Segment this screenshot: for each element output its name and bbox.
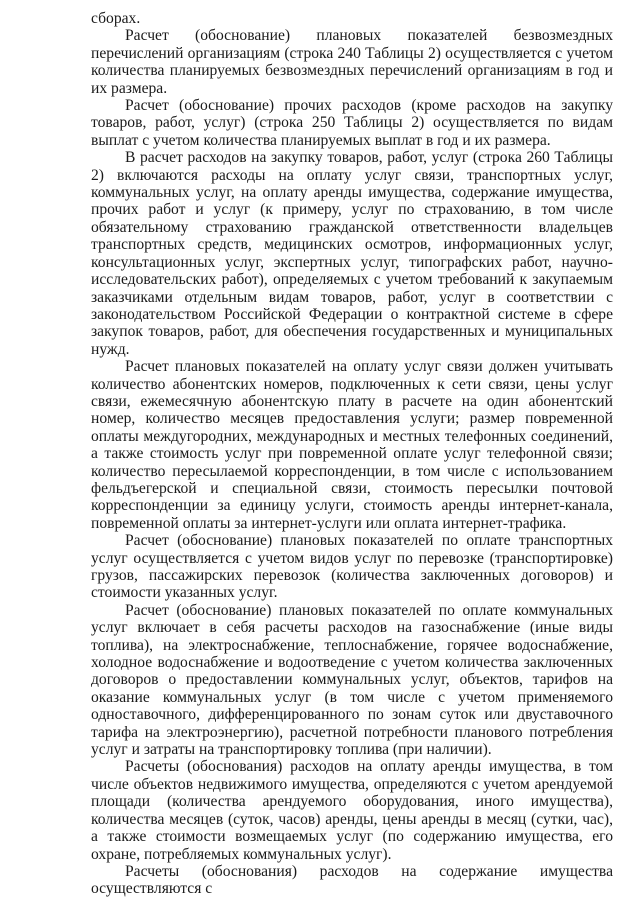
paragraph-continuation: сборах. bbox=[91, 10, 141, 27]
paragraph-property-maintenance: Расчеты (обоснования) расходов на содержание имущества осуществляются с bbox=[91, 862, 613, 898]
paragraph-other-expenses: Расчет (обоснование) прочих расходов (кроме расходов на закупку товаров, работ, услуг) (строка 250 Таблицы 2) осуществляется по видам выплат с учетом количества планируемых выплат в год и их размера. bbox=[91, 97, 613, 149]
paragraph-communication-services: Расчет плановых показателей на оплату услуг связи должен учитывать количество абонентских номеров, подключенных к сети связи, цены услуг связи, ежемесячную абонентскую плату в расчете на один абонентский номер, количество месяцев предоставления услуги; размер повременной оплаты междугородних, международных и местных телефонных соединений, а также стоимость услуг при повременной оплате услуг телефонной связи; количество пересылаемой корреспонденции, в том числе с использованием фельдъегерской и специальной связи, стоимость пересылки почтовой корреспонденции за единицу услуги, стоимость аренды интернет-канала, повременной оплаты за интернет-услуги или оплата интернет-трафика. bbox=[91, 358, 613, 532]
paragraph-transport-services: Расчет (обоснование) плановых показателей по оплате транспортных услуг осуществляется с учетом видов услуг по перевозке (транспортировке) грузов, пассажирских перевозок (количества заключенных договоров) и стоимости указанных услуг. bbox=[91, 532, 613, 602]
paragraph-property-rent: Расчеты (обоснования) расходов на оплату аренды имущества, в том числе объектов недвижимого имущества, определяются с учетом арендуемой площади (количества арендуемого оборудования, иного имущества), количества месяцев (суток, часов) аренды, цены аренды в месяц (сутки, час), а также стоимости возмещаемых услуг (по содержанию имущества, его охране, потребляемых коммунальных услуг). bbox=[91, 758, 613, 863]
document-body bbox=[91, 10, 613, 898]
paragraph-utility-services: Расчет (обоснование) плановых показателей по оплате коммунальных услуг включает в себя расчеты расходов на газоснабжение (иные виды топлива), на электроснабжение, теплоснабжение, горячее водоснабжение, холодное водоснабжение и водоотведение с учетом количества заключенных договоров о предоставлении коммунальных услуг, объектов, тарифов на оказание коммунальных услуг (в том числе с учетом применяемого одноставочного, дифференцированного по зонам суток или двуставочного тарифа на электроэнергию), расчетной потребности планового потребления услуг и затраты на транспортировку топлива (при наличии). bbox=[91, 601, 613, 759]
paragraph-gratuitous-transfers: Расчет (обоснование) плановых показателей безвозмездных перечислений организациям (строка 240 Таблицы 2) осуществляется с учетом количества планируемых безвозмездных перечислений организациям в год и их размера. bbox=[91, 27, 613, 97]
paragraph-procurement-expenses: В расчет расходов на закупку товаров, работ, услуг (строка 260 Таблицы 2) включаются расходы на оплату услуг связи, транспортных услуг, коммунальных услуг, на оплату аренды имущества, содержание имущества, прочих работ и услуг (к примеру, услуг по страхованию, в том числе обязательному страхованию гражданской ответственности владельцев транспортных средств, медицинских осмотров, информационных услуг, консультационных услуг, экспертных услуг, типографских работ, научно-исследовательских работ), определяемых с учетом требований к закупаемым заказчиками отдельным видам товаров, работ, услуг в соответствии с законодательством Российской Федерации о контрактной системе в сфере закупок товаров, работ, для обеспечения государственных и муниципальных нужд. bbox=[91, 149, 613, 358]
